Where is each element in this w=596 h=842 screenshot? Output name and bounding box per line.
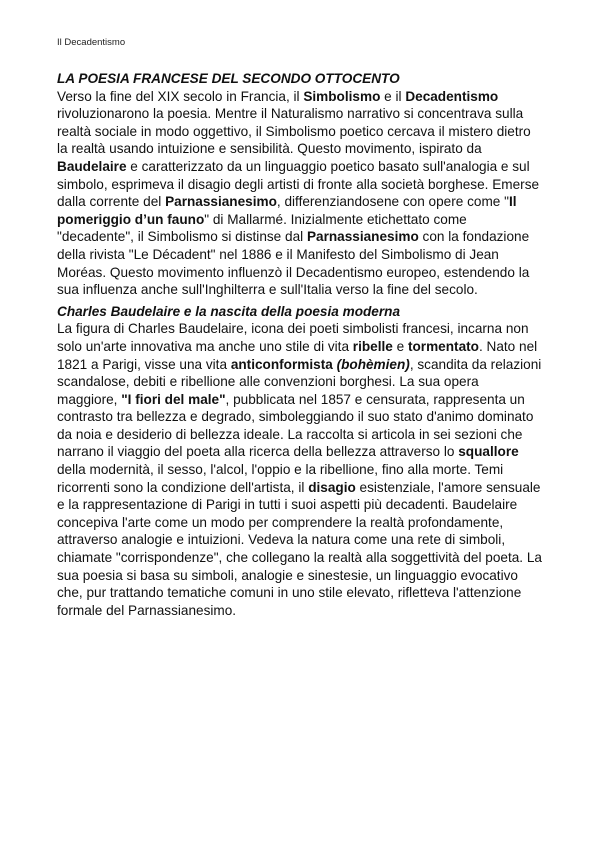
section-simbolismo (57, 70, 542, 299)
emphasis-text: disagio (308, 479, 356, 495)
emphasis-text: Decadentismo (405, 88, 499, 104)
emphasis-text: Simbolismo (303, 88, 381, 104)
body-text: esistenziale, l'amore sensuale e la rappresentazione di Parigi in tutti i suoi aspetti più decadenti. Baudelaire concepiva l'arte come un modo per comprendere la realtà profondamente, attraverso analogie e intuizioni. Vedeva la natura come una rete di simboli, chiamate "corrispondenze", che collegano la realtà alla soggettività del poeta. La sua poesia si basa su simboli, analogie e sinestesie, un linguaggio evocativo che, pur trattando tematiche comuni in uno stile elevato, rifletteva l'attenzione formale del Parnassianesimo. (57, 479, 542, 618)
emphasis-text: Baudelaire (57, 158, 127, 174)
section-paragraph (57, 320, 542, 619)
emphasis-text: tormentato (407, 338, 479, 354)
section-baudelaire (57, 303, 542, 620)
emphasis-text: Parnassianesimo (165, 194, 277, 210)
body-text: , pubblicata nel 1857 e censurata, rappresenta un contrasto tra bellezza e degrado, simboleggiando il suo stato d'animo dominato da noia e desiderio di bellezza ideale. La raccolta si articola in sei sezioni che narrano il viaggio del poeta alla ricerca della bellezza attraverso lo (57, 391, 534, 460)
body-text: Verso la fine del XIX secolo in Francia, il (57, 88, 304, 104)
emphasis-text: Parnassianesimo (306, 229, 419, 245)
body-text: con la fondazione della rivista "Le Décadent" nel 1886 e il Manifesto del Simbolismo di Jean Moréas. Questo movimento influenzò il Decadentismo europeo, estendendo la sua influenza anche sull'Inghilterra e sull'Italia verso la fine del secolo. (57, 229, 530, 298)
emphasis-text: ribelle (352, 338, 393, 354)
section-title: Charles Baudelaire e la nascita della poesia moderna (57, 303, 401, 319)
running-header: Il Decadentismo (57, 37, 126, 48)
body-text: . Nato nel 1821 a Parigi, visse una vita (57, 338, 538, 372)
body-text: La figura di Charles Baudelaire, icona dei poeti simbolisti francesi, incarna non solo un'arte innovativa ma anche uno stile di vita (57, 321, 529, 354)
body-text: rivoluzionarono la poesia. Mentre il Naturalismo narrativo si concentrava sulla realtà sociale in modo oggettivo, il Simbolismo poetico cercava il mistero dietro la realtà usando intuizione e sensibilità. Questo movimento, ispirato da (57, 106, 531, 157)
body-text: , scandita da relazioni scandalose, debiti e ribellione alle convenzioni borghesi. La sua opera maggiore, (57, 356, 542, 407)
body-text: " di Mallarmé. Inizialmente etichettato come "decadente", il Simbolismo si distinse dal (57, 211, 467, 245)
section-paragraph (57, 88, 542, 299)
emphasis-text: squallore (458, 444, 519, 460)
section-title: LA POESIA FRANCESE DEL SECONDO OTTOCENTO (57, 71, 400, 86)
emphasis-text: anticonformista (230, 356, 333, 372)
body-text: e caratterizzato da un linguaggio poetico basato sull'analogia e sul simbolo, esprimeva il disagio degli artisti di fronte alla società borghese. Emerse dalla corrente del (57, 158, 540, 210)
emphasis-text: (bohèmien) (336, 356, 410, 372)
document-body (57, 70, 542, 619)
emphasis-text: "I fiori del male" (121, 391, 226, 407)
body-text: , differenziandosene con opere come " (276, 194, 509, 210)
body-text: e (392, 338, 408, 354)
emphasis-text: Il pomeriggio d’un fauno (57, 194, 517, 227)
body-text: della modernità, il sesso, l'alcol, l'oppio e la ribellione, fino alla morte. Temi ricorrenti sono la condizione dell'artista, il (57, 462, 504, 495)
body-text: e il (380, 88, 406, 104)
